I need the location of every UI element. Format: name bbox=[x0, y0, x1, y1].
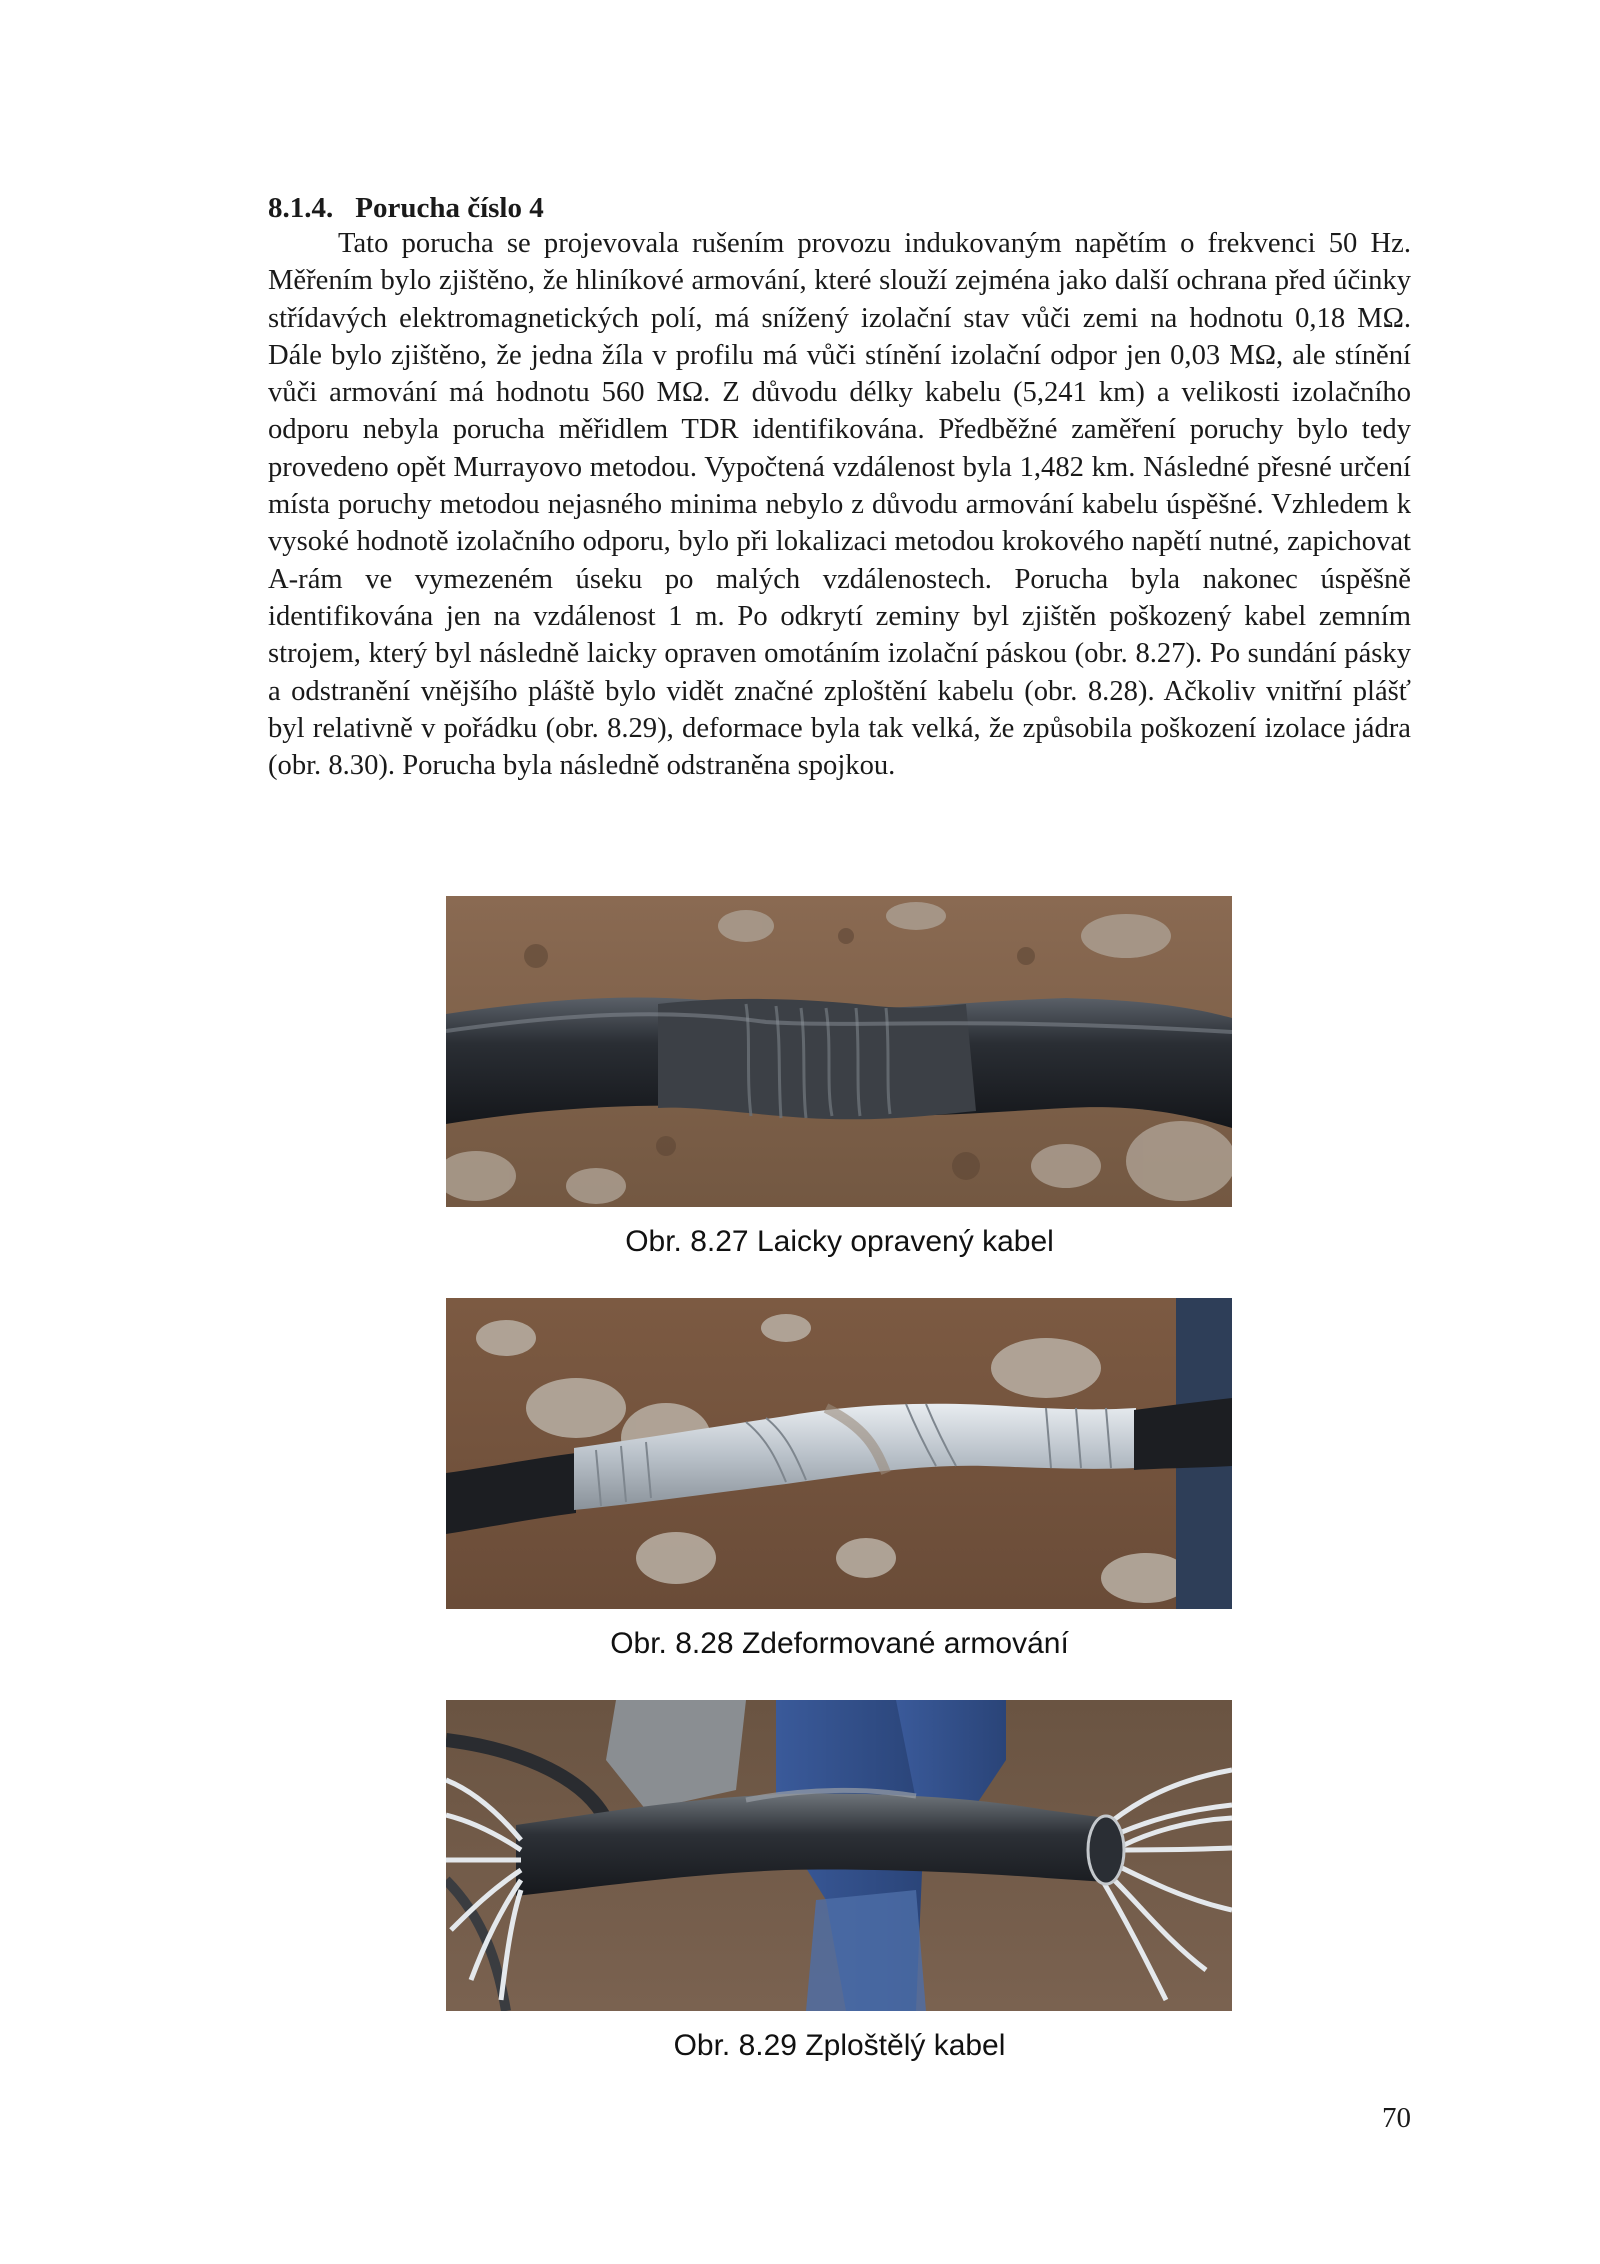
page-number: 70 bbox=[1382, 2102, 1411, 2134]
figure-8-29-photo bbox=[446, 1700, 1232, 2011]
figure-8-27-photo bbox=[446, 896, 1232, 1207]
body-paragraph: Tato porucha se projevovala rušením provozu indukovaným napětím o frekvenci 50 Hz. Měřením bylo zjištěno, že hliníkové armování, které slouží zejména jako další ochrana před účinky střídavých elektromagnetických polí, má snížený izolační stav vůči zemi na hodnotu 0,18 MΩ. Dále bylo zjištěno, že jedna žíla v profilu má vůči stínění izolační odpor jen 0,03 MΩ, ale stínění vůči armování má hodnotu 560 MΩ. Z důvodu délky kabelu (5,241 km) a velikosti izolačního odporu nebyla porucha měřidlem TDR identifikována. Předběžné zaměření poruchy bylo tedy provedeno opět Murrayovo metodou. Vypočtená vzdálenost byla 1,482 km. Následné přesné určení místa poruchy metodou nejasného minima nebylo z důvodu armování kabelu úspěšné. Vzhledem k vysoké hodnotě izolačního odporu, bylo při lokalizaci metodou krokového napětí nutné, zapichovat A-rám ve vymezeném úseku po malých vzdálenostech. Porucha byla nakonec úspěšně identifikována jen na vzdálenost 1 m. Po odkrytí zeminy byl zjištěn poškozený kabel zemním strojem, který byl následně laicky opraven omotáním izolační páskou (obr. 8.27). Po sundání pásky a odstranění vnějšího pláště bylo vidět značné zploštění kabelu (obr. 8.28). Ačkoliv vnitřní plášť byl relativně v pořádku (obr. 8.29), deformace byla tak velká, že způsobila poškození izolace jádra (obr. 8.30). Porucha byla následně odstraněna spojkou. bbox=[268, 228, 1411, 782]
figure-8-27-caption: Obr. 8.27 Laicky opravený kabel bbox=[625, 1225, 1054, 1258]
figure-8-28-caption: Obr. 8.28 Zdeformované armování bbox=[610, 1627, 1069, 1660]
body-text bbox=[268, 225, 1411, 784]
figure-8-29-caption: Obr. 8.29 Zploštělý kabel bbox=[673, 2029, 1006, 2062]
section-title: Porucha číslo 4 bbox=[355, 192, 544, 224]
section-heading bbox=[268, 190, 544, 226]
figure-8-28-photo bbox=[446, 1298, 1232, 1609]
section-number: 8.1.4. bbox=[268, 192, 334, 224]
